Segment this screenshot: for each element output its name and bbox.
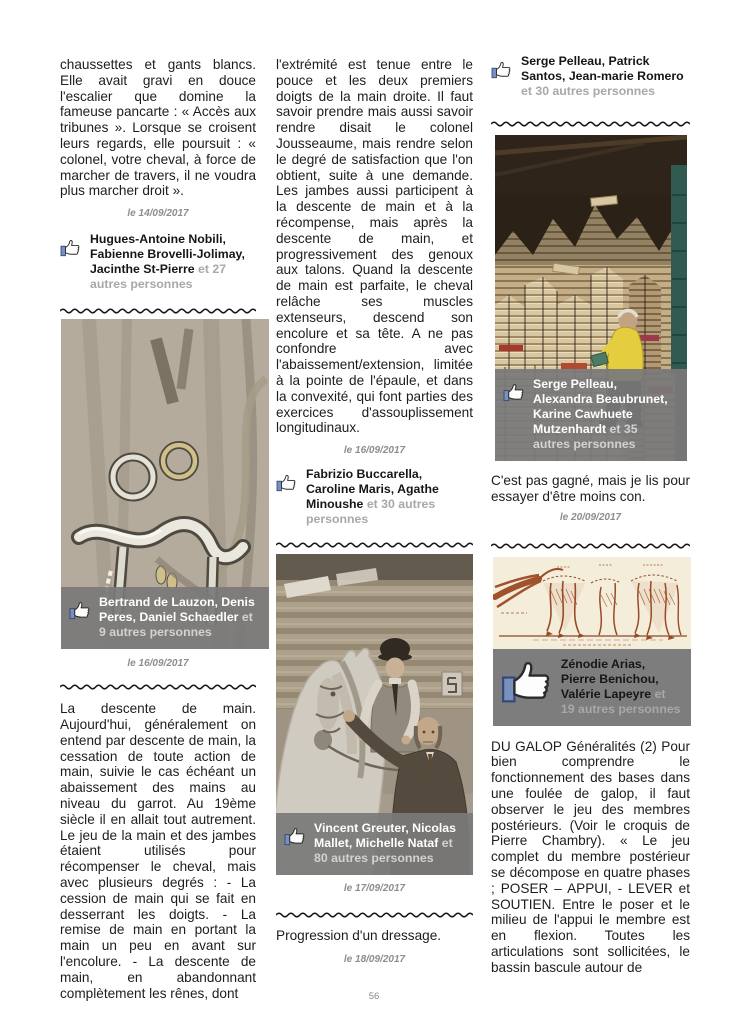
likers-others: et 30 autres personnes (521, 84, 655, 98)
column-right (491, 0, 690, 976)
gallop-croquis-sketch (493, 557, 691, 726)
horse-rider-photo (276, 554, 473, 875)
likers-names: Serge Pelleau, Patrick Santos, Jean-marie Romero (521, 54, 684, 83)
photo-caption (495, 369, 687, 461)
likers-others: et 27 autres personnes (90, 262, 227, 292)
post-date: le 20/09/2017 (559, 511, 622, 523)
likers-others: et 35 autres personnes (533, 422, 638, 451)
likers-others: et 19 autres personnes (560, 686, 681, 716)
likers-names: Bertrand de Lauzon, Denis Peres, Daniel Schaedler (99, 595, 255, 625)
column-middle (276, 0, 473, 965)
thumbs-up-icon (276, 473, 297, 492)
likers-names: Fabrizio Buccarella, Caroline Maris, Agathe Minoushe (306, 467, 439, 512)
wavy-divider (276, 911, 473, 918)
paragraph: La descente de main. Aujourd'hui, généralement on entend par descente de main, la cessation de toute action de main, suivie le cas échéant un abaissement des mains au niveau du garrot. Au 19ème siècle il en allait tout autrement. Le jeu de la main et des jambes étaient utilisés pour récompenser le cheval, mais avec plusieurs degrés : - La cession de main qui se fait en desserrant les doigts. - La remise de main en portant la main un peu en avant sur l'encolure. - La descente de main, en abandonnant complètement les rênes, dont (60, 701, 256, 1001)
thumbs-up-icon (491, 60, 512, 79)
thumbs-up-icon (69, 600, 91, 620)
likes-text (90, 232, 256, 292)
wavy-divider (60, 307, 256, 314)
likes-text (521, 54, 690, 99)
post-date: le 16/09/2017 (127, 658, 189, 670)
paragraph: DU GALOP Généralités (2) Pour bien comprendre le fonctionnement des bases dans une foulée de galop, il faut observer le jeu des membres postérieurs. (Voir le croquis de Pierre Chambry). « Le jeu complet du membre postérieur se décompose en quatre phases ; POSER – APPUI, - LEVER et SOUTIEN. Entre le poser et le milieu de l'appui le membre est en flexion. Toutes les articulations sont sollicitées, le bassin bascule autour de (491, 738, 690, 975)
thumbs-up-icon (501, 657, 553, 705)
photo-caption (276, 813, 473, 875)
caption-text (533, 377, 677, 452)
wavy-divider (491, 542, 690, 549)
paragraph: l'extrémité est tenue entre le pouce et les deux premiers doigts de la main droite. Il faut savoir prendre mais aussi savoir rendre disait le colonel Jousseaume, mais rendre selon le degré de satisfaction que l'on obtient, suite à une demande. Les jambes aussi participent à la descente de main et à la récompense, mais après la descente de main, et progressivement des genoux aux talons. Quand la descente de main est parfaite, le cheval relâche ses muscles extenseurs, descend son encolure et sa tête. A ne pas confondre avec l'abaissement/extension, limitée à la pointe de l'épaule, et dans la convexité, qui font parties des exercices d'assouplissement longitudinaux. (276, 57, 473, 436)
post-date: le 17/09/2017 (343, 883, 406, 895)
photo-caption (61, 587, 269, 649)
likes-row (491, 54, 690, 99)
wavy-divider (491, 120, 690, 127)
likes-row (276, 467, 473, 527)
caption-text (561, 657, 681, 717)
thumbs-up-icon (60, 238, 81, 257)
post-date: le 16/09/2017 (343, 445, 406, 457)
likers-others: et 80 autres personnes (314, 836, 453, 866)
paragraph: chaussettes et gants blancs. Elle avait gravi en douce l'escalier que domine la fameuse pancarte : « Accès aux tribunes ». Lorsque se croisent leurs regards, elle poursuit : « colonel, votre cheval, à force de marcher de travers, il ne voudra plus marcher droit ». (60, 57, 256, 199)
column-left (60, 0, 256, 1001)
caption-text (314, 821, 463, 866)
wavy-divider (60, 683, 256, 690)
likers-names: Zénodie Arias, Pierre Benichou, Valérie Lapeyre (560, 656, 659, 701)
photo-caption (493, 649, 691, 726)
bookseller-photo (495, 135, 687, 461)
paragraph: C'est pas gagné, mais je lis pour essayer d'être moins con. (491, 473, 690, 504)
likers-names: Serge Pelleau, Alexandra Beaubrunet, Karine Cawhuete Mutzenhardt (533, 377, 668, 436)
likers-others: et 9 autres personnes (99, 610, 253, 640)
wavy-divider (276, 541, 473, 548)
likers-names: Hugues-Antoine Nobili, Fabienne Brovelli-Jolimay, Jacinthe St-Pierre (90, 232, 245, 277)
likes-text (306, 467, 473, 527)
post-date: le 14/09/2017 (127, 208, 189, 220)
gallop-croquis-art (493, 557, 691, 649)
bridle-bit-drawing (61, 319, 269, 649)
caption-text (99, 595, 259, 640)
page-number: 56 (368, 991, 380, 1002)
likers-others: et 30 autres personnes (306, 497, 436, 527)
likes-row (60, 232, 256, 292)
thumbs-up-icon (284, 826, 306, 846)
post-date: le 18/09/2017 (343, 953, 406, 965)
likers-names: Vincent Greuter, Nicolas Mallet, Michelle Nataf (314, 821, 456, 851)
thumbs-up-icon (503, 382, 525, 402)
paragraph: Progression d'un dressage. (276, 928, 442, 944)
